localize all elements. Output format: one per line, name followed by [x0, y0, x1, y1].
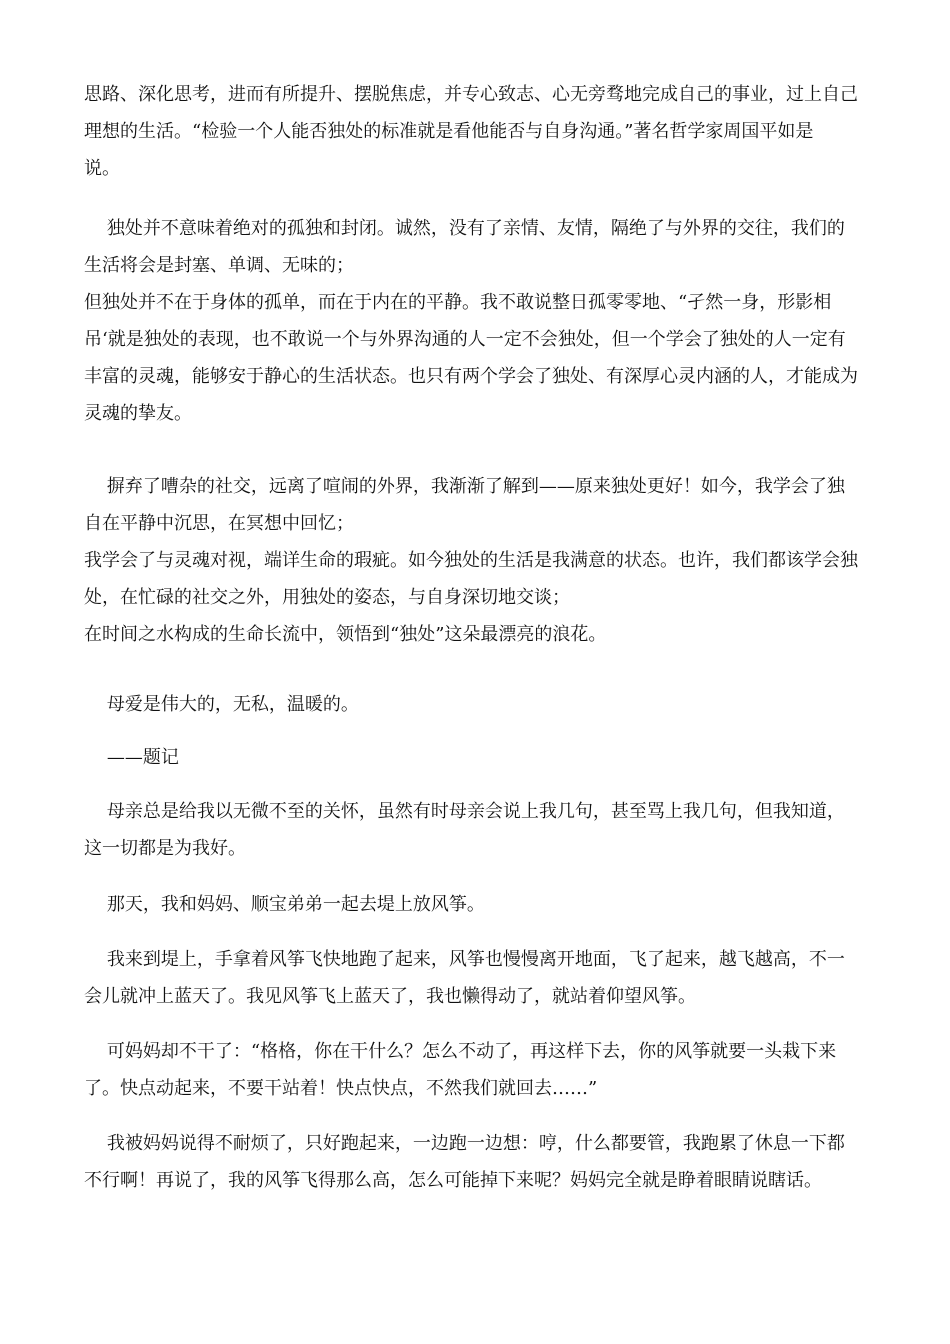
text-line: 丰富的灵魂，能够安于静心的生活状态。也只有两个学会了独处、有深厚心灵内涵的人，才能成为 [84, 366, 858, 387]
text-line: 母亲总是给我以无微不至的关怀，虽然有时母亲会说上我几句，甚至骂上我几句，但我知道， [84, 801, 845, 822]
text-line: ——题记 [84, 747, 179, 768]
text-line: 理想的生活。“检验一个人能否独处的标准就是看他能否与自身沟通。”著名哲学家周国平如是 [84, 121, 814, 142]
text-line: 会儿就冲上蓝天了。我见风筝飞上蓝天了，我也懒得动了，就站着仰望风筝。 [84, 986, 696, 1007]
text-line: 自在平静中沉思，在冥想中回忆； [84, 513, 354, 534]
text-line: 母爱是伟大的，无私，温暖的。 [84, 694, 359, 715]
text-line: 我学会了与灵魂对视，端详生命的瑕疵。如今独处的生活是我满意的状态。也许，我们都该学会独 [84, 550, 858, 571]
text-line: 这一切都是为我好。 [84, 838, 246, 859]
text-line: 我来到堤上，手拿着风筝飞快地跑了起来，风筝也慢慢离开地面，飞了起来，越飞越高，不一 [84, 949, 845, 970]
text-line: 我被妈妈说得不耐烦了，只好跑起来，一边跑一边想：哼，什么都要管，我跑累了休息一下都 [84, 1133, 845, 1154]
text-line: 灵魂的挚友。 [84, 403, 192, 424]
text-line: 处，在忙碌的社交之外，用独处的姿态，与自身深切地交谈； [84, 587, 570, 608]
text-line: 吊‘就是独处的表现，也不敢说一个与外界沟通的人一定不会独处，但一个学会了独处的人一定有 [84, 329, 846, 350]
text-line: 那天，我和妈妈、顺宝弟弟一起去堤上放风筝。 [84, 894, 485, 915]
text-line: 了。快点动起来，不要干站着！快点快点，不然我们就回去……” [84, 1078, 598, 1099]
text-line: 在时间之水构成的生命长流中，领悟到“独处”这朵最漂亮的浪花。 [84, 624, 607, 645]
text-line: 说。 [84, 158, 120, 179]
text-line: 思路、深化思考，进而有所提升、摆脱焦虑，并专心致志、心无旁骛地完成自己的事业，过上自己 [84, 84, 858, 105]
text-line: 可妈妈却不干了：“格格，你在干什么？怎么不动了，再这样下去，你的风筝就要一头栽下来 [84, 1041, 837, 1062]
text-line: 但独处并不在于身体的孤单，而在于内在的平静。我不敢说整日孤零零地、“孑然一身，形影相 [84, 292, 832, 313]
text-line: 不行啊！再说了，我的风筝飞得那么高，怎么可能掉下来呢？妈妈完全就是睁着眼睛说瞎话。 [84, 1170, 822, 1191]
text-line: 生活将会是封塞、单调、无味的； [84, 255, 354, 276]
text-line: 摒弃了嘈杂的社交，远离了喧闹的外界，我渐渐了解到——原来独处更好！如今，我学会了独 [84, 476, 845, 497]
text-line: 独处并不意味着绝对的孤独和封闭。诚然，没有了亲情、友情，隔绝了与外界的交往，我们的 [84, 218, 845, 239]
